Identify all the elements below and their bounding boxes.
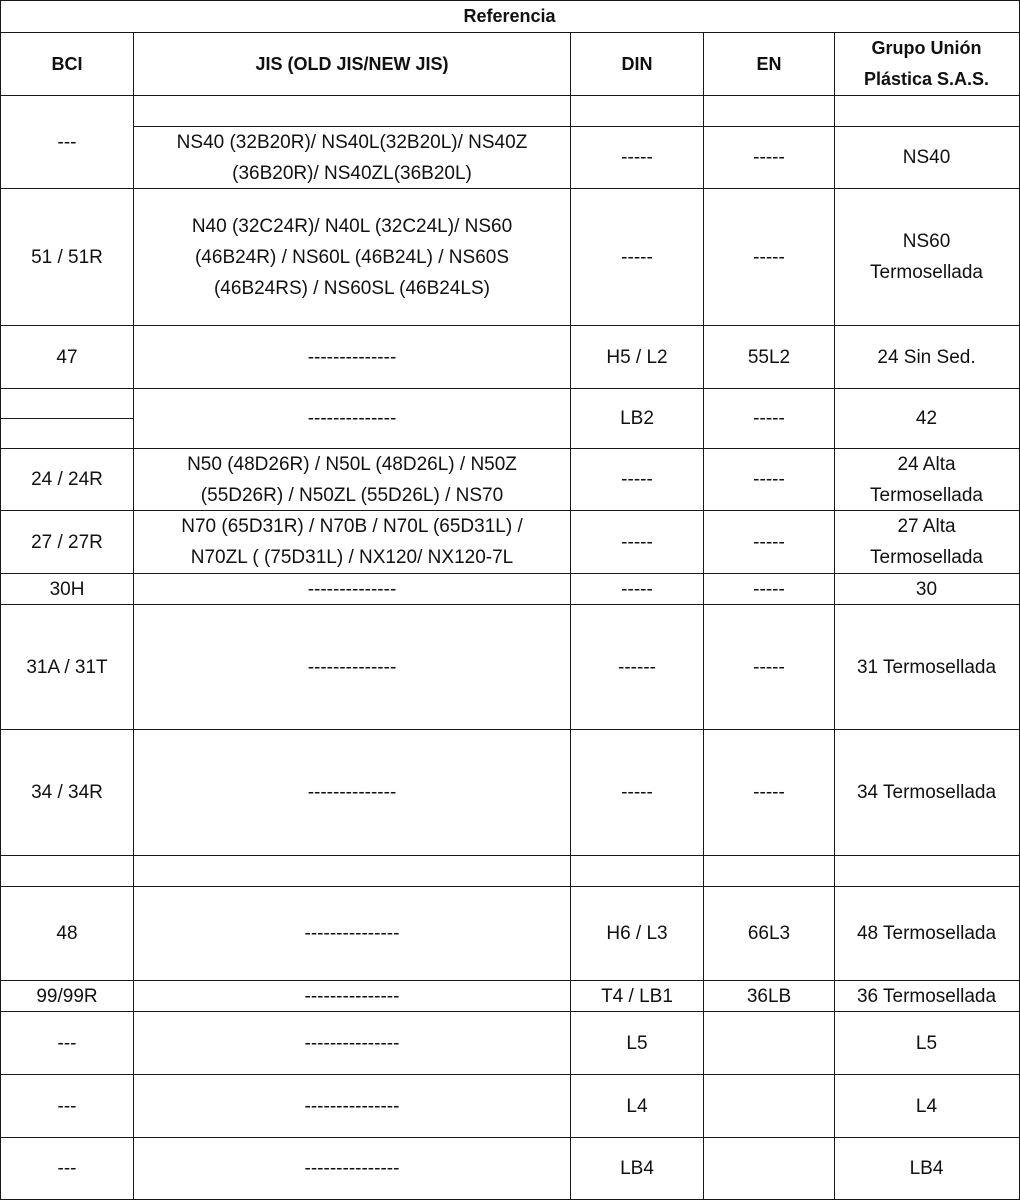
cell-jis [134,856,570,886]
cell-jis-line: --------------- [304,1032,400,1054]
cell-en: ----- [753,469,785,490]
cell-bci: --- [57,1158,77,1179]
cell-din: T4 / LB1 [601,985,673,1007]
cell-din: ----- [621,531,653,553]
grid-line [0,325,1020,326]
grid-line [570,32,571,1200]
cell-gup [835,449,1018,510]
grid-line [0,573,1020,574]
cell-en: ----- [753,656,785,678]
cell-gup-line: L5 [915,1032,938,1054]
cell-jis [134,730,570,855]
cell-din [571,856,703,886]
cell-jis [134,127,570,188]
cell-gup [835,856,1018,886]
grid-line [0,604,1020,605]
grid-line [0,729,1020,730]
cell-gup-line: 42 [915,408,938,429]
cell-gup-line: 48 Termosellada [856,923,997,944]
cell-din: ----- [621,469,653,490]
cell-din: H6 / L3 [606,923,668,944]
cell-bci: 34 / 34R [31,782,103,803]
grid-line [0,1011,1020,1012]
header-din: DIN [621,53,653,74]
cell-jis-line: (55D26R) / N50ZL (55D26L) / NS70 [200,484,504,506]
cell-gup-line: Termosellada [870,262,983,283]
cell-jis [134,887,570,980]
grid-line [0,510,1020,511]
cell-gup-line: 34 Termosellada [856,782,997,803]
cell-jis-line: -------------- [307,578,397,600]
cell-jis-line: (36B20R)/ NS40ZL(36B20L) [232,162,472,184]
cell-jis [134,449,570,510]
cell-en [704,1138,834,1199]
cell-gup-line: LB4 [909,1158,944,1179]
cell-gup [835,1012,1018,1074]
cell-jis-line: N40 (32C24R)/ N40L (32C24L)/ NS60 [191,215,513,237]
cell-jis [134,1138,570,1199]
cell-jis [134,189,570,325]
grid-line [834,32,835,1200]
cell-din: ------ [618,656,656,678]
header-en: EN [756,53,782,74]
cell-gup-line: 31 Termosellada [856,656,997,678]
cell-jis-line: N70 (65D31R) / N70B / N70L (65D31L) / [181,516,523,537]
grid-line [0,95,1020,96]
cell-gup [835,127,1018,188]
cell-bci: 24 / 24R [31,469,103,490]
cell-gup-line: L4 [915,1095,938,1117]
cell-en: ----- [753,578,785,600]
cell-gup-line: NS40 [902,147,951,168]
cell-jis-line: (46B24RS) / NS60SL (46B24LS) [213,277,490,299]
cell-en: ----- [753,147,785,168]
table-title: Referencia [463,6,556,26]
grid-line [0,188,1020,189]
cell-jis [134,574,570,604]
cell-jis-line: -------------- [307,656,397,678]
cell-jis-line: N50 (48D26R) / N50L (48D26L) / N50Z [187,453,517,475]
cell-gup-line: 30 [915,578,938,600]
cell-jis [134,511,570,573]
cell-jis-line: -------------- [307,346,397,368]
cell-en: 66L3 [747,923,791,944]
cell-din: ----- [621,246,653,268]
cell-en: ----- [753,246,785,268]
header-bci: BCI [51,53,83,74]
cell-jis-line: -------------- [307,782,397,803]
cell-gup [835,887,1018,980]
cell-en: 55L2 [747,346,791,368]
cell-en: ----- [753,782,785,803]
cell-jis [134,326,570,388]
cell-gup-line: NS60 [902,231,951,252]
cell-jis [134,981,570,1011]
cell-jis [134,605,570,729]
grid-line [0,448,1020,449]
cell-en [704,1075,834,1137]
cell-gup-line: Termosellada [870,484,983,506]
cell-jis-line: N70ZL ( (75D31L) / NX120/ NX120-7L [190,547,514,568]
grid-line [133,32,134,1200]
cell-jis [134,1012,570,1074]
cell-bci [1,856,133,886]
cell-din: L5 [626,1032,648,1054]
cell-gup [835,574,1018,604]
cell-bci: --- [57,132,77,153]
cell-bci: 51 / 51R [31,246,103,268]
cell-bci: 99/99R [36,985,98,1007]
cell-en: ----- [753,408,785,429]
cell-jis [134,1075,570,1137]
cell-gup [835,981,1018,1011]
cell-en [704,856,834,886]
grid-line [0,418,134,419]
cell-gup-line: 24 Sin Sed. [877,346,976,368]
header-grupo-union-line-1: Grupo Unión [871,38,982,58]
cell-en [704,1012,834,1074]
cell-bci: 27 / 27R [31,531,103,553]
header-grupo-union [835,33,1018,95]
cell-din: L4 [626,1095,648,1117]
cell-gup [835,326,1018,388]
cell-gup-line: Termosellada [870,547,983,568]
cell-bci: 47 [56,346,78,368]
header-jis: JIS (OLD JIS/NEW JIS) [255,53,449,74]
grid-line [0,0,1,1200]
grid-line [703,32,704,1200]
cell-gup [835,511,1018,573]
cell-en: ----- [753,531,785,553]
cell-din: LB4 [620,1158,654,1179]
grid-line [0,855,1020,856]
cell-jis-line: --------------- [304,985,400,1007]
grid-line [0,1137,1020,1138]
grid-line [0,886,1020,887]
cell-bci: 48 [56,923,78,944]
cell-gup-line: 36 Termosellada [856,985,997,1007]
grid-line [0,32,1020,33]
cell-gup [835,605,1018,729]
cell-bci: --- [57,1095,77,1117]
grid-line [0,980,1020,981]
grid-line [0,388,1020,389]
cell-gup [835,189,1018,325]
cell-gup [835,1075,1018,1137]
cell-gup [835,1138,1018,1199]
grid-line [0,1074,1020,1075]
cell-gup-line: 24 Alta [897,453,956,475]
cell-gup-line: 27 Alta [897,516,956,537]
cell-din: ----- [621,578,653,600]
cell-gup [835,730,1018,855]
cell-bci: 30H [49,578,85,600]
cell-jis-line: --------------- [304,1158,400,1179]
cell-jis-line: --------------- [304,923,400,944]
cell-din: LB2 [620,408,654,429]
cell-jis [134,389,570,448]
cell-bci: --- [57,1032,77,1054]
grid-line [134,126,1020,127]
cell-jis-line: (46B24R) / NS60L (46B24L) / NS60S [194,246,510,268]
cell-jis-line: --------------- [304,1095,400,1117]
cell-din: H5 / L2 [606,346,668,368]
cell-din: ----- [621,782,653,803]
cell-gup [835,389,1018,448]
cell-jis-line: -------------- [307,408,397,429]
grid-line [0,0,1020,1]
cell-din: ----- [621,147,653,168]
cell-bci: 31A / 31T [26,656,108,678]
cell-jis-line: NS40 (32B20R)/ NS40L(32B20L)/ NS40Z [176,131,528,153]
header-grupo-union-line-2: Plástica S.A.S. [863,69,990,89]
cell-en: 36LB [746,985,792,1007]
